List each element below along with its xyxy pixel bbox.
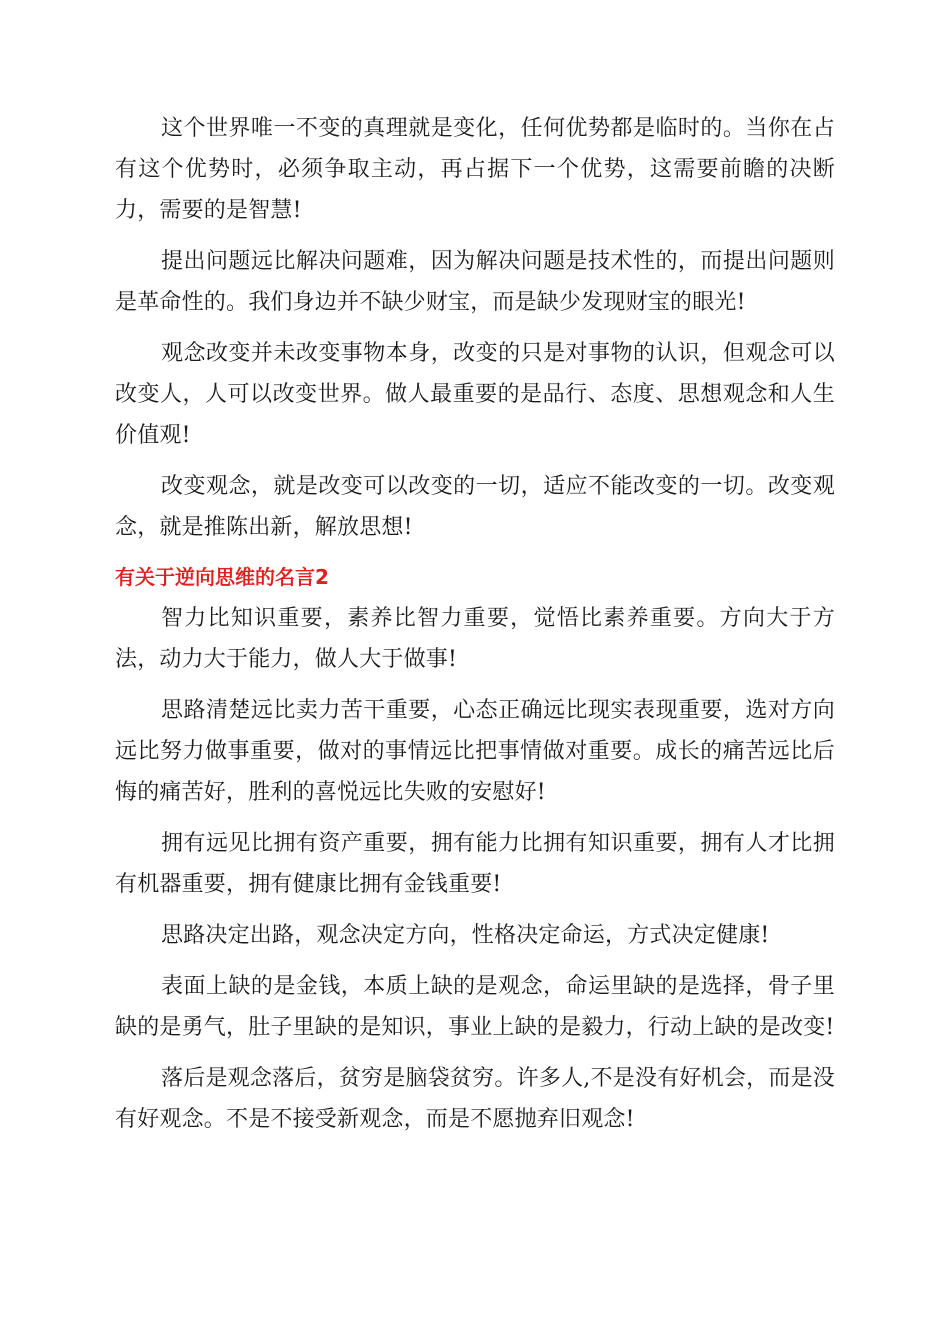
paragraph: 思路决定出路，观念决定方向，性格决定命运，方式决定健康! [161,923,770,948]
paragraph: 这个世界唯一不变的真理就是变化，任何优势都是临时的。当你在占有这个优势时，必须争取主动，再占据下一个优势，这需要前瞻的决断力，需要的是智慧! [115,116,835,223]
paragraph: 表面上缺的是金钱，本质上缺的是观念，命运里缺的是选择，骨子里缺的是勇气，肚子里缺的是知识，事业上缺的是毅力，行动上缺的是改变! [115,974,835,1040]
paragraph: 改变观念，就是改变可以改变的一切，适应不能改变的一切。改变观念，就是推陈出新，解放思想! [115,474,835,540]
paragraph: 提出问题远比解决问题难，因为解决问题是技术性的，而提出问题则是革命性的。我们身边并不缺少财宝，而是缺少发现财宝的眼光! [115,249,835,315]
section-heading: 有关于逆向思维的名言2 [115,565,329,589]
paragraph: 观念改变并未改变事物本身，改变的只是对事物的认识，但观念可以改变人，人可以改变世界。做人最重要的是品行、态度、思想观念和人生价值观! [115,341,835,448]
paragraph: 拥有远见比拥有资产重要，拥有能力比拥有知识重要，拥有人才比拥有机器重要，拥有健康比拥有金钱重要! [115,831,835,897]
paragraph: 思路清楚远比卖力苦干重要，心态正确远比现实表现重要，选对方向远比努力做事重要，做对的事情远比把事情做对重要。成长的痛苦远比后悔的痛苦好，胜利的喜悦远比失败的安慰好! [115,698,835,805]
document-page [115,108,835,1150]
paragraph: 落后是观念落后，贫穷是脑袋贫穷。许多人,不是没有好机会，而是没有好观念。不是不接受新观念，而是不愿抛弃旧观念! [115,1066,835,1132]
paragraph: 智力比知识重要，素养比智力重要，觉悟比素养重要。方向大于方法，动力大于能力，做人大于做事! [115,606,835,672]
